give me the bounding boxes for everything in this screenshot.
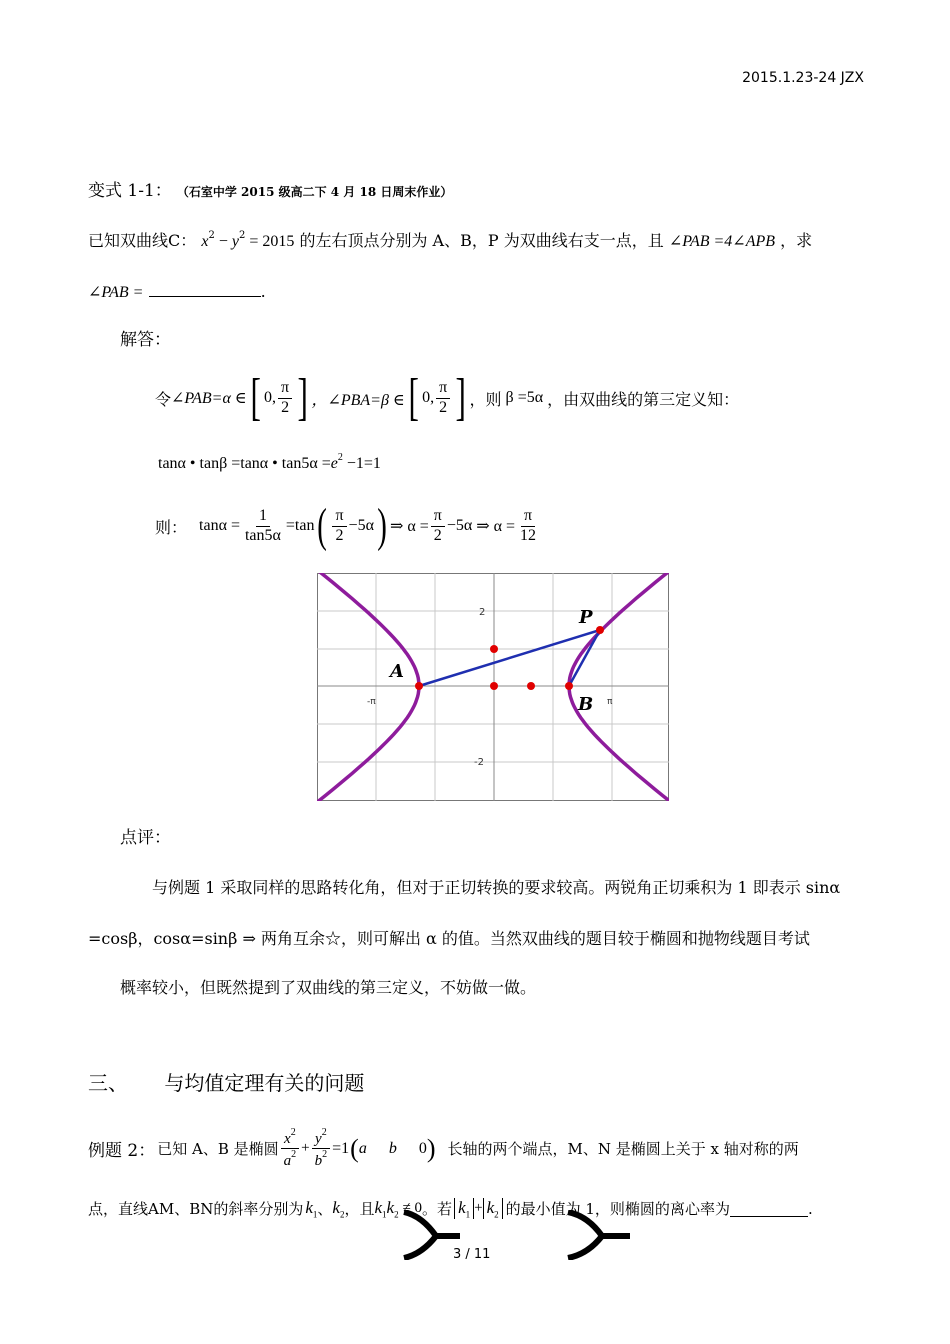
sol-angle-1: ∠PAB=α ∈ (171, 390, 247, 407)
cond-zero: 0 (418, 1139, 427, 1157)
interval-start-2: 0, (422, 389, 435, 406)
section-3-heading (88, 1067, 364, 1096)
sol-then-2: 则： (155, 517, 188, 537)
var-b: b (314, 1153, 323, 1170)
frac-pi-over-2-d (431, 507, 445, 545)
frac-num: π (332, 507, 346, 526)
interval-right-bracket-2: ] (455, 369, 467, 426)
comment-paragraph-2: =cosβ，cosα=sinβ ⇒ 两角互余☆，则可解出 α 的值。当然双曲线的题目较于椭圆和抛物线题目考试 (88, 929, 810, 948)
frac-num: 1 (256, 507, 270, 526)
var-a: a (283, 1153, 292, 1170)
abs-k2 (483, 1198, 503, 1219)
eccentricity-e: e (330, 455, 338, 472)
tan-a-eq: tanα = (199, 517, 240, 534)
interval-left-bracket-1: [ (250, 369, 261, 426)
interval-start-1: 0, (264, 389, 277, 406)
problem-end: ，求 (780, 231, 813, 250)
frac-den: 2 (439, 398, 448, 416)
variant-heading (88, 176, 452, 201)
sol-let: 令 (155, 389, 172, 409)
k: k (486, 1198, 495, 1217)
sub: 2 (494, 1209, 499, 1220)
dun-sep: 、 (317, 1200, 333, 1219)
example-2-line-1 (88, 1127, 799, 1171)
sol-third-def: ，由双曲线的第三定义知： (547, 389, 740, 409)
solution-line-2 (158, 452, 381, 473)
eq-y: y (231, 233, 239, 250)
minus-5a-b: −5α (446, 517, 473, 534)
cond-b: b (388, 1139, 397, 1157)
eq-one: =1 (332, 1139, 350, 1157)
sub: 1 (465, 1209, 471, 1220)
line2-b: ，且 (344, 1200, 375, 1219)
k: k (332, 1198, 340, 1217)
frac-pi-over-12 (517, 507, 539, 545)
eq-rhs: = 2015 (245, 233, 295, 250)
point-p (596, 626, 604, 634)
frac-den: tan5α (244, 526, 281, 544)
frac-num: π (521, 507, 535, 526)
k: k (305, 1198, 313, 1217)
frac-den: 2 (335, 526, 344, 544)
minus-5a: −5α (348, 517, 374, 534)
hyperbola-graph (317, 573, 669, 801)
problem-condition: ∠PAB =4∠APB (668, 233, 776, 250)
frac-one-over-tan5a (242, 507, 284, 545)
variant-source: （石室中学 2015 级高二下 4 月 18 日周末作业） (176, 185, 453, 199)
eq-x-sq: 2 (208, 230, 215, 241)
sub: 1 (382, 1209, 387, 1220)
line2-c: 。若 (422, 1200, 453, 1219)
k: k (458, 1198, 466, 1217)
header-date-tag: 2015.1.23-24 JZX (742, 70, 864, 86)
implies-2: ⇒ α = (476, 518, 516, 535)
section-number: 三、 (88, 1071, 128, 1095)
frac-den: 2 (433, 526, 442, 544)
decorative-brace-right (566, 1210, 632, 1260)
interval-left-bracket-2: [ (408, 369, 419, 426)
k: k (386, 1198, 395, 1217)
sub: 2 (339, 1209, 345, 1220)
solution-heading: 解答： (120, 330, 171, 350)
sq: 2 (322, 1149, 328, 1161)
sq: 2 (321, 1127, 327, 1138)
solution-line-1 (155, 369, 740, 426)
tan-product-right: −1=1 (342, 455, 381, 472)
eq-y-sq: 2 (238, 230, 246, 241)
comment-heading: 点评： (120, 828, 171, 848)
sol-relation: β =5α (505, 389, 544, 406)
implies-1: ⇒ α = (389, 518, 429, 535)
left-paren: ( (317, 499, 328, 552)
tan-product: tanα • tanβ =tanα • tan5α = (158, 455, 331, 472)
example-pre: 已知 A、B 是椭圆 (157, 1140, 279, 1159)
tick-label-pos2: 2 (479, 607, 486, 618)
neq-zero: ≠ 0 (402, 1200, 423, 1217)
page-number: 3 / 11 (453, 1247, 491, 1262)
answer-blank[interactable] (149, 280, 261, 297)
tick-label-neg-pi: -π (367, 697, 376, 707)
point-b (565, 682, 573, 690)
point-y-axis (490, 645, 498, 653)
point-a (415, 682, 423, 690)
problem-prefix: 已知双曲线C： (88, 231, 197, 250)
var-y: y (315, 1131, 322, 1147)
example-post: 长轴的两个端点，M、N 是椭圆上关于 x 轴对称的两 (447, 1140, 799, 1159)
label-a: A (390, 661, 404, 682)
problem-ask (88, 280, 266, 302)
k1 (305, 1198, 317, 1219)
frac-y2-b2 (312, 1127, 331, 1171)
line2-d: 的最小值为 1，则椭圆的离心率为 (505, 1200, 730, 1219)
line2-end: . (807, 1199, 813, 1218)
label-b: B (578, 694, 594, 715)
sol-angle-2: ，∠PBA=β ∈ (311, 391, 405, 409)
right-paren: ) (377, 499, 387, 552)
comment-paragraph-3: 概率较小，但既然提到了双曲线的第三定义，不妨做一做。 (120, 978, 537, 997)
point-x-axis (527, 682, 535, 690)
problem-mid: 的左右顶点分别为 A、B，P 为双曲线右支一点，且 (299, 231, 664, 250)
frac-num: π (278, 379, 292, 398)
point-origin (490, 682, 498, 690)
eq-tan: =tan (285, 517, 315, 534)
frac-num: π (431, 507, 445, 526)
sub: 1 (312, 1209, 318, 1220)
sol-then: ，则 (469, 389, 502, 409)
solution-line-3 (155, 499, 541, 552)
section-title: 与均值定理有关的问题 (164, 1071, 365, 1095)
tick-label-neg2: -2 (474, 757, 484, 768)
tick-label-pi: π (607, 697, 613, 707)
problem-statement (88, 228, 812, 251)
e-sq: 2 (337, 452, 343, 463)
frac-pi-over-2-a (278, 379, 292, 417)
abs-plus: + (474, 1200, 483, 1217)
label-p: P (579, 607, 593, 628)
frac-den: 2 (281, 398, 290, 416)
frac-den: 12 (520, 526, 537, 544)
plus-sign: + (301, 1140, 310, 1157)
sq: 2 (291, 1149, 297, 1161)
comment-paragraph-1: 与例题 1 采取同样的思路转化角，但对于正切转换的要求较高。两锐角正切乘积为 1 即表示 sinα (152, 878, 841, 897)
var-x: x (284, 1131, 291, 1147)
eq-minus: − (214, 233, 232, 250)
sq: 2 (290, 1127, 296, 1138)
frac-pi-over-2-b (436, 379, 450, 417)
line2-a: 点，直线AM、BN的斜率分别为 (88, 1200, 304, 1219)
cond-paren-left: ( (350, 1133, 359, 1163)
cond-a: a (358, 1139, 367, 1157)
variant-title: 变式 1-1： (88, 181, 172, 201)
frac-x2-a2 (281, 1127, 300, 1171)
example-label: 例题 2： (88, 1141, 156, 1162)
frac-pi-over-2-c (332, 507, 346, 545)
interval-right-bracket-1: ] (297, 369, 308, 426)
eq-x: x (201, 233, 209, 250)
k2 (332, 1198, 344, 1219)
sub: 2 (394, 1209, 399, 1220)
ask-end: . (260, 282, 266, 301)
k1k2 (374, 1198, 398, 1219)
example-answer-blank[interactable] (730, 1200, 808, 1217)
frac-num: π (436, 379, 450, 398)
k: k (374, 1198, 383, 1217)
cond-paren-right: ) (426, 1133, 436, 1163)
ask-angle: ∠PAB = (88, 284, 144, 301)
